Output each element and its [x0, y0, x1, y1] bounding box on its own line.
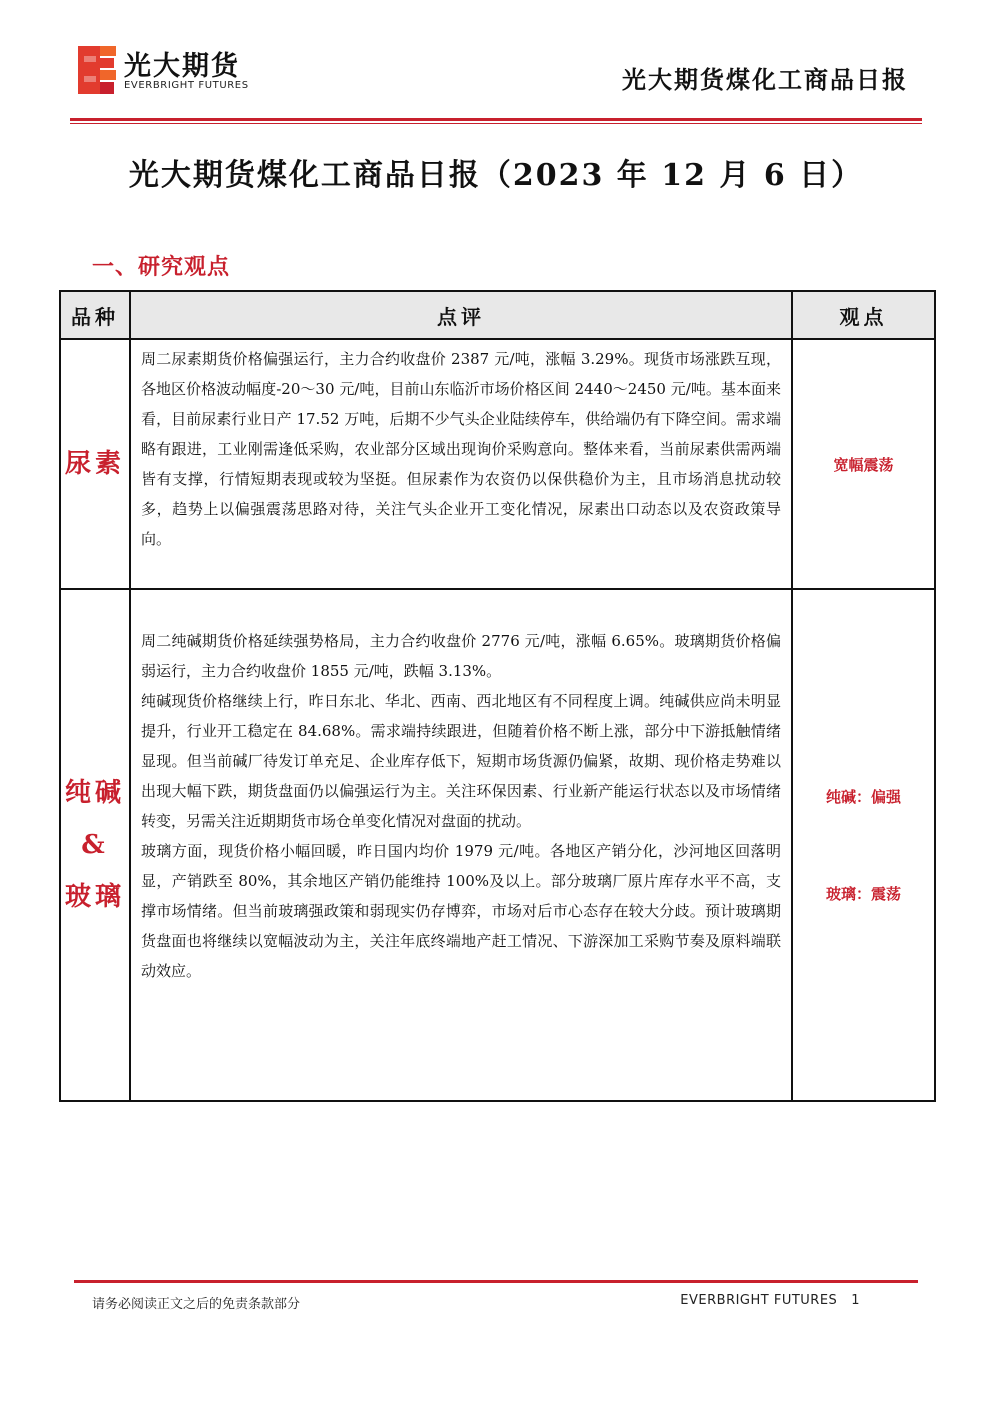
comment-cell	[130, 589, 792, 1101]
column-header-variety: 品种	[60, 291, 130, 339]
comment-paragraph: 玻璃方面，现货价格小幅回暖，昨日国内均价 1979 元/吨。各地区产销分化，沙河地区回落明显，产销跌至 80%，其余地区产销仍能维持 100%及以上。部分玻璃厂原片库存水平不高，支撑市场情绪。但当前玻璃强政策和弱现实仍存博弈，市场对后市心态存在较大分歧。预计玻璃期货盘面也将继续以宽幅波动为主，关注年底终端地产赶工情况、下游深加工采购节奏及原料端联动效应。	[141, 842, 781, 980]
company-logo	[78, 44, 288, 96]
logo-english-name: EVERBRIGHT FUTURES	[124, 80, 249, 91]
view-cell	[792, 589, 935, 1101]
everbright-logo-icon	[78, 44, 118, 96]
disclaimer-note: 请务必阅读正文之后的免责条款部分	[92, 1297, 301, 1312]
comment-paragraph: 周二纯碱期货价格延续强势格局，主力合约收盘价 2776 元/吨，涨幅 6.65%。玻璃期货价格偏弱运行，主力合约收盘价 1855 元/吨，跌幅 3.13%。	[141, 632, 781, 680]
comment-paragraph: 纯碱现货价格继续上行，昨日东北、华北、西南、西北地区有不同程度上调。纯碱供应尚未明显提升，行业开工稳定在 84.68%。需求端持续跟进，但随着价格不断上涨，部分中下游抵触情绪显现。但当前碱厂待发订单充足、企业库存低下，短期市场货源仍偏紧，故期、现价格走势难以出现大幅下跌，期货盘面仍以偏强运行为主。关注环保因素、行业新产能运行状态以及市场情绪转变，另需关注近期期货市场仓单变化情况对盘面的扰动。	[141, 692, 781, 830]
view-label-soda: 纯碱：偏强	[825, 788, 901, 806]
document-title: 光大期货煤化工商品日报（2023 年 12 月 6 日）	[128, 158, 864, 193]
variety-cell	[60, 589, 130, 1101]
comment-paragraph: 周二尿素期货价格偏强运行，主力合约收盘价 2387 元/吨，涨幅 3.29%。现货市场涨跌互现，各地区价格波动幅度-20～30 元/吨，目前山东临沂市场价格区间 2440～2450 元/吨。基本面来看，目前尿素行业日产 17.52 万吨，后期不少气头企业陆续停车，供给端仍有下降空间。需求端略有跟进，工业刚需逢低采购，农业部分区域出现询价采购意向。整体来看，当前尿素供需两端皆有支撑，行情短期表现或较为坚挺。但尿素作为农资仍以保供稳价为主，且市场消息扰动较多，趋势上以偏强震荡思路对待，关注气头企业开工变化情况，尿素出口动态以及农资政策导向。	[141, 350, 781, 548]
view-label: 宽幅震荡	[833, 455, 894, 474]
table-header-row	[60, 291, 935, 339]
view-cell	[792, 339, 935, 589]
table-row-urea	[60, 339, 935, 589]
view-label-glass: 玻璃：震荡	[825, 885, 901, 903]
comment-cell	[130, 339, 792, 589]
header-divider-thin	[70, 123, 922, 124]
variety-cell	[60, 339, 130, 589]
variety-ampersand: &	[81, 830, 109, 860]
running-header-title: 光大期货煤化工商品日报	[622, 65, 908, 94]
footer-divider	[74, 1280, 918, 1283]
research-view-table	[59, 290, 936, 1102]
column-header-view: 观点	[792, 291, 935, 339]
page-number: 1	[851, 1293, 860, 1308]
footer-brand-name: EVERBRIGHT FUTURES	[680, 1293, 838, 1308]
section-heading: 一、研究观点	[92, 254, 231, 280]
header-divider	[70, 118, 922, 121]
column-header-comment: 点评	[130, 291, 792, 339]
variety-label: 玻璃	[64, 882, 125, 912]
variety-label: 尿素	[64, 449, 125, 479]
logo-chinese-name: 光大期货	[124, 51, 240, 82]
footer-brand	[680, 1293, 860, 1308]
variety-label: 纯碱	[64, 778, 125, 808]
table-row-soda-glass	[60, 589, 935, 1101]
